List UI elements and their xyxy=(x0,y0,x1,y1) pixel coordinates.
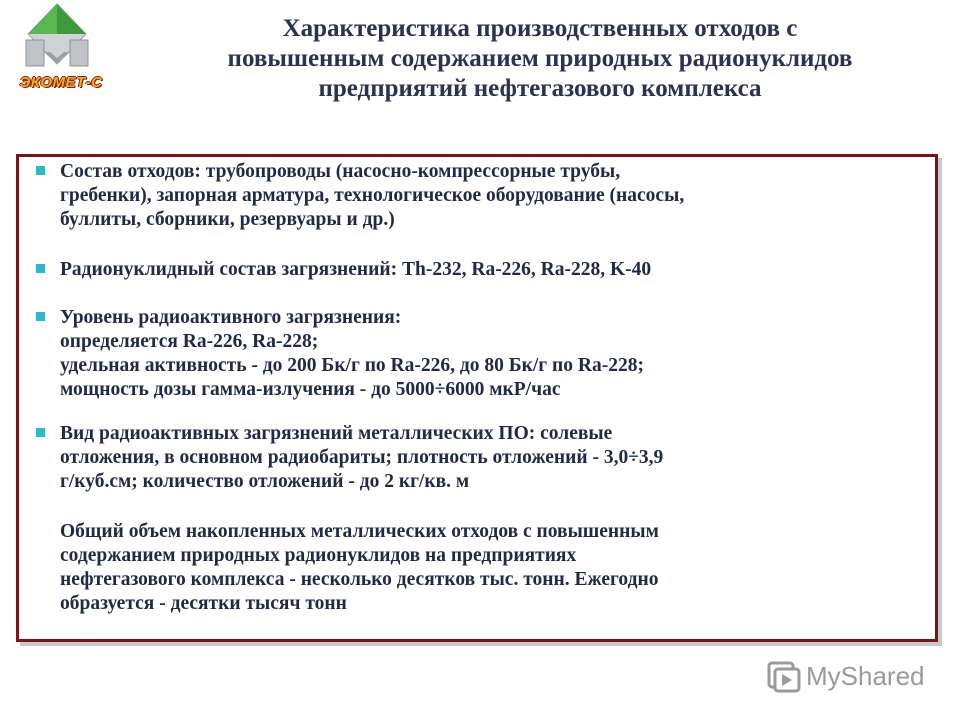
myshared-logo-icon xyxy=(766,658,802,694)
bullet-line: г/куб.см; количество отложений - до 2 кг/кв. м xyxy=(60,471,470,492)
title-line: Характеристика производственных отходов с xyxy=(282,15,798,42)
square-bullet-icon xyxy=(36,166,45,175)
logo-text: ЭКОМЕТ-С xyxy=(19,74,103,91)
bullet-line: Состав отходов: трубопроводы (насосно-компрессорные трубы, xyxy=(60,161,621,182)
bullet-line: Уровень радиоактивного загрязнения: xyxy=(60,307,402,328)
summary-note xyxy=(60,520,920,616)
note-line: образуется - десятки тысяч тонн xyxy=(60,593,347,614)
myshared-watermark xyxy=(766,656,946,696)
watermark-text: MyShared xyxy=(806,661,925,691)
bullet-line: гребенки), запорная арматура, технологическое оборудование (насосы, xyxy=(60,185,685,206)
note-line: содержанием природных радионуклидов на предприятиях xyxy=(60,545,577,566)
square-bullet-icon xyxy=(36,264,45,273)
title-line: предприятий нефтегазового комплекса xyxy=(318,75,762,102)
title-line: повышенным содержанием природных радионуклидов xyxy=(227,45,853,72)
bullet-line: буллиты, сборники, резервуары и др.) xyxy=(60,209,395,230)
bullet-line: определяется Ra-226, Ra-228; xyxy=(60,331,319,352)
logo-emblem-icon xyxy=(2,0,120,80)
bullet-line: мощность дозы гамма-излучения - до 5000÷6000 мкР/час xyxy=(60,379,561,400)
square-bullet-icon xyxy=(36,428,45,437)
note-line: нефтегазового комплекса - несколько десятков тыс. тонн. Ежегодно xyxy=(60,569,659,590)
bullet-line: удельная активность - до 200 Бк/г по Ra-226, до 80 Бк/г по Ra-228; xyxy=(60,355,644,376)
bullet-line: Вид радиоактивных загрязнений металлических ПО: солевые xyxy=(60,423,613,444)
slide-title xyxy=(130,14,950,104)
bullet-line: Радионуклидный состав загрязнений: Th-232, Ra-226, Ra-228, K-40 xyxy=(60,259,652,280)
bullet-line: отложения, в основном радиобариты; плотность отложений - 3,0÷3,9 xyxy=(60,447,664,468)
square-bullet-icon xyxy=(36,312,45,321)
note-line: Общий объем накопленных металлических отходов с повышенным xyxy=(60,521,659,542)
company-logo xyxy=(2,0,120,105)
